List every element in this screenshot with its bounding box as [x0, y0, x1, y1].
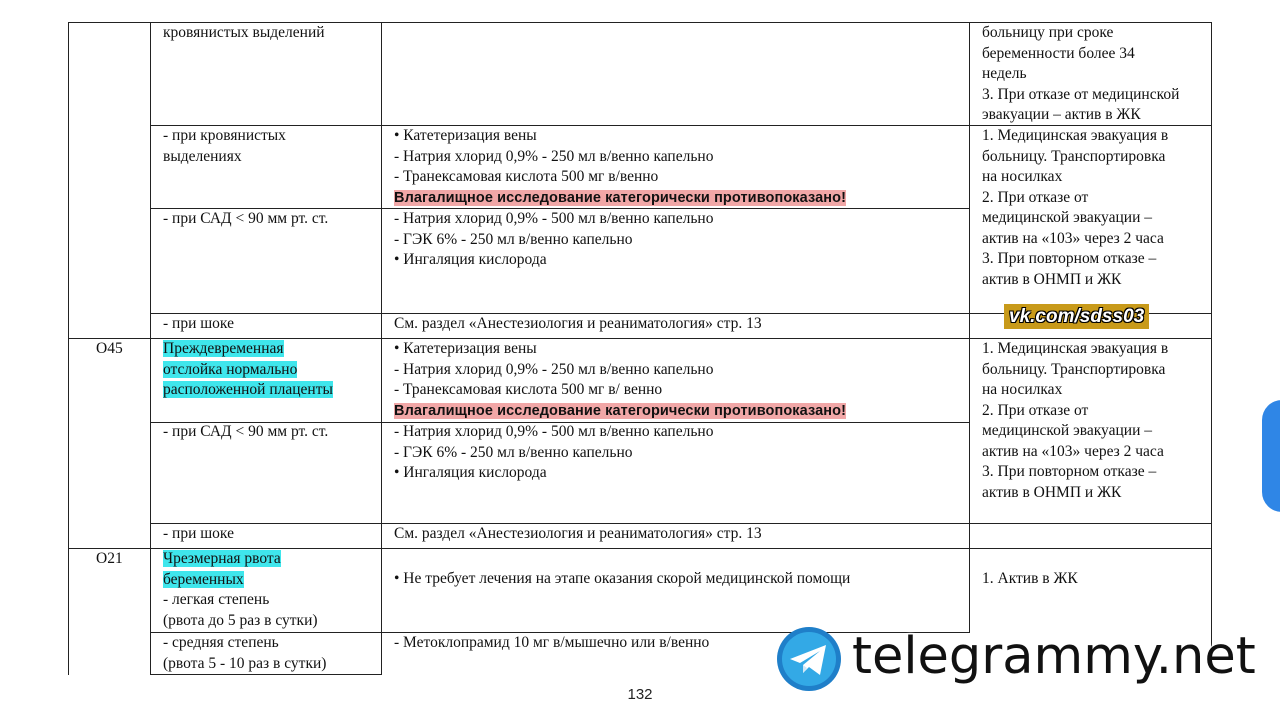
- treatment-cell: - Натрия хлорид 0,9% - 500 мл в/венно капельно - ГЭК 6% - 250 мл в/венно капельно • Ингаляция кислорода: [394, 210, 714, 268]
- icd-code: О21: [96, 550, 123, 567]
- symptom-text: - легкая степень (рвота до 5 раз в сутки): [163, 591, 318, 629]
- diagnosis-highlight: расположенной плаценты: [163, 381, 333, 398]
- telegram-icon: [776, 626, 842, 692]
- treatment-cell: [394, 126, 846, 208]
- diagnosis-highlight: беременных: [163, 570, 244, 588]
- side-tab[interactable]: [1262, 400, 1280, 512]
- treatment-cell: См. раздел «Анестезиология и реаниматология» стр. 13: [394, 525, 762, 542]
- diagnosis-highlight: Преждевременная: [163, 340, 284, 357]
- grid-line: [969, 22, 970, 632]
- symptom-cell: - средняя степень (рвота 5 - 10 раз в сутки): [163, 634, 327, 672]
- treatment-cell: - Метоклопрамид 10 мг в/мышечно или в/венно: [394, 634, 710, 651]
- grid-line: [68, 22, 69, 675]
- evacuation-cell: 1. Актив в ЖК: [982, 570, 1078, 587]
- diagnosis-cell: [163, 549, 318, 631]
- icd-code: О45: [96, 340, 123, 357]
- symptom-cell: - при САД < 90 мм рт. ст.: [163, 423, 329, 440]
- grid-line: [150, 22, 151, 675]
- contraindication-warning: Влагалищное исследование категорически противопоказано!: [394, 402, 847, 419]
- diagnosis-highlight: Чрезмерная рвота: [163, 550, 281, 567]
- telegram-watermark: telegrammy.net: [852, 627, 1256, 686]
- diagnosis-cell: [163, 339, 333, 401]
- symptom-cell: - при шоке: [163, 525, 234, 542]
- page-number: 132: [627, 686, 653, 703]
- vk-watermark: vk.com/sdss03: [1004, 304, 1149, 329]
- symptom-cell: кровянистых выделений: [163, 24, 325, 41]
- treatment-cell: См. раздел «Анестезиология и реаниматология» стр. 13: [394, 315, 762, 332]
- symptom-cell: - при шоке: [163, 315, 234, 332]
- treatment-cell: [394, 339, 846, 421]
- evacuation-cell: больницу при сроке беременности более 34 недель 3. При отказе от медицинской эвакуации – актив в ЖК: [982, 24, 1180, 123]
- grid-line: [150, 674, 382, 675]
- symptom-cell: - при кровянистых выделениях: [163, 127, 286, 165]
- contraindication-warning: Влагалищное исследование категорически противопоказано!: [394, 189, 847, 206]
- evacuation-cell: 1. Медицинская эвакуация в больницу. Транспортировка на носилках 2. При отказе от медицинской эвакуации – актив на «103» через 2 часа 3. При повторном отказе – актив в ОНМП и ЖК: [982, 340, 1169, 501]
- treatment-cell: • Не требует лечения на этапе оказания скорой медицинской помощи: [394, 570, 851, 587]
- treatment-text: • Катетеризация вены - Натрия хлорид 0,9% - 250 мл в/венно капельно - Транексамовая кислота 500 мг в/венно: [394, 127, 714, 185]
- grid-line: [381, 22, 382, 675]
- symptom-cell: - при САД < 90 мм рт. ст.: [163, 210, 329, 227]
- treatment-text: • Катетеризация вены - Натрия хлорид 0,9% - 250 мл в/венно капельно - Транексамовая кислота 500 мг в/ венно: [394, 340, 714, 398]
- treatment-cell: - Натрия хлорид 0,9% - 500 мл в/венно капельно - ГЭК 6% - 250 мл в/венно капельно • Ингаляция кислорода: [394, 423, 714, 481]
- diagnosis-highlight: отслойка нормально: [163, 360, 298, 378]
- evacuation-cell: 1. Медицинская эвакуация в больницу. Транспортировка на носилках 2. При отказе от медицинской эвакуации – актив на «103» через 2 часа 3. При повторном отказе – актив в ОНМП и ЖК: [982, 127, 1169, 288]
